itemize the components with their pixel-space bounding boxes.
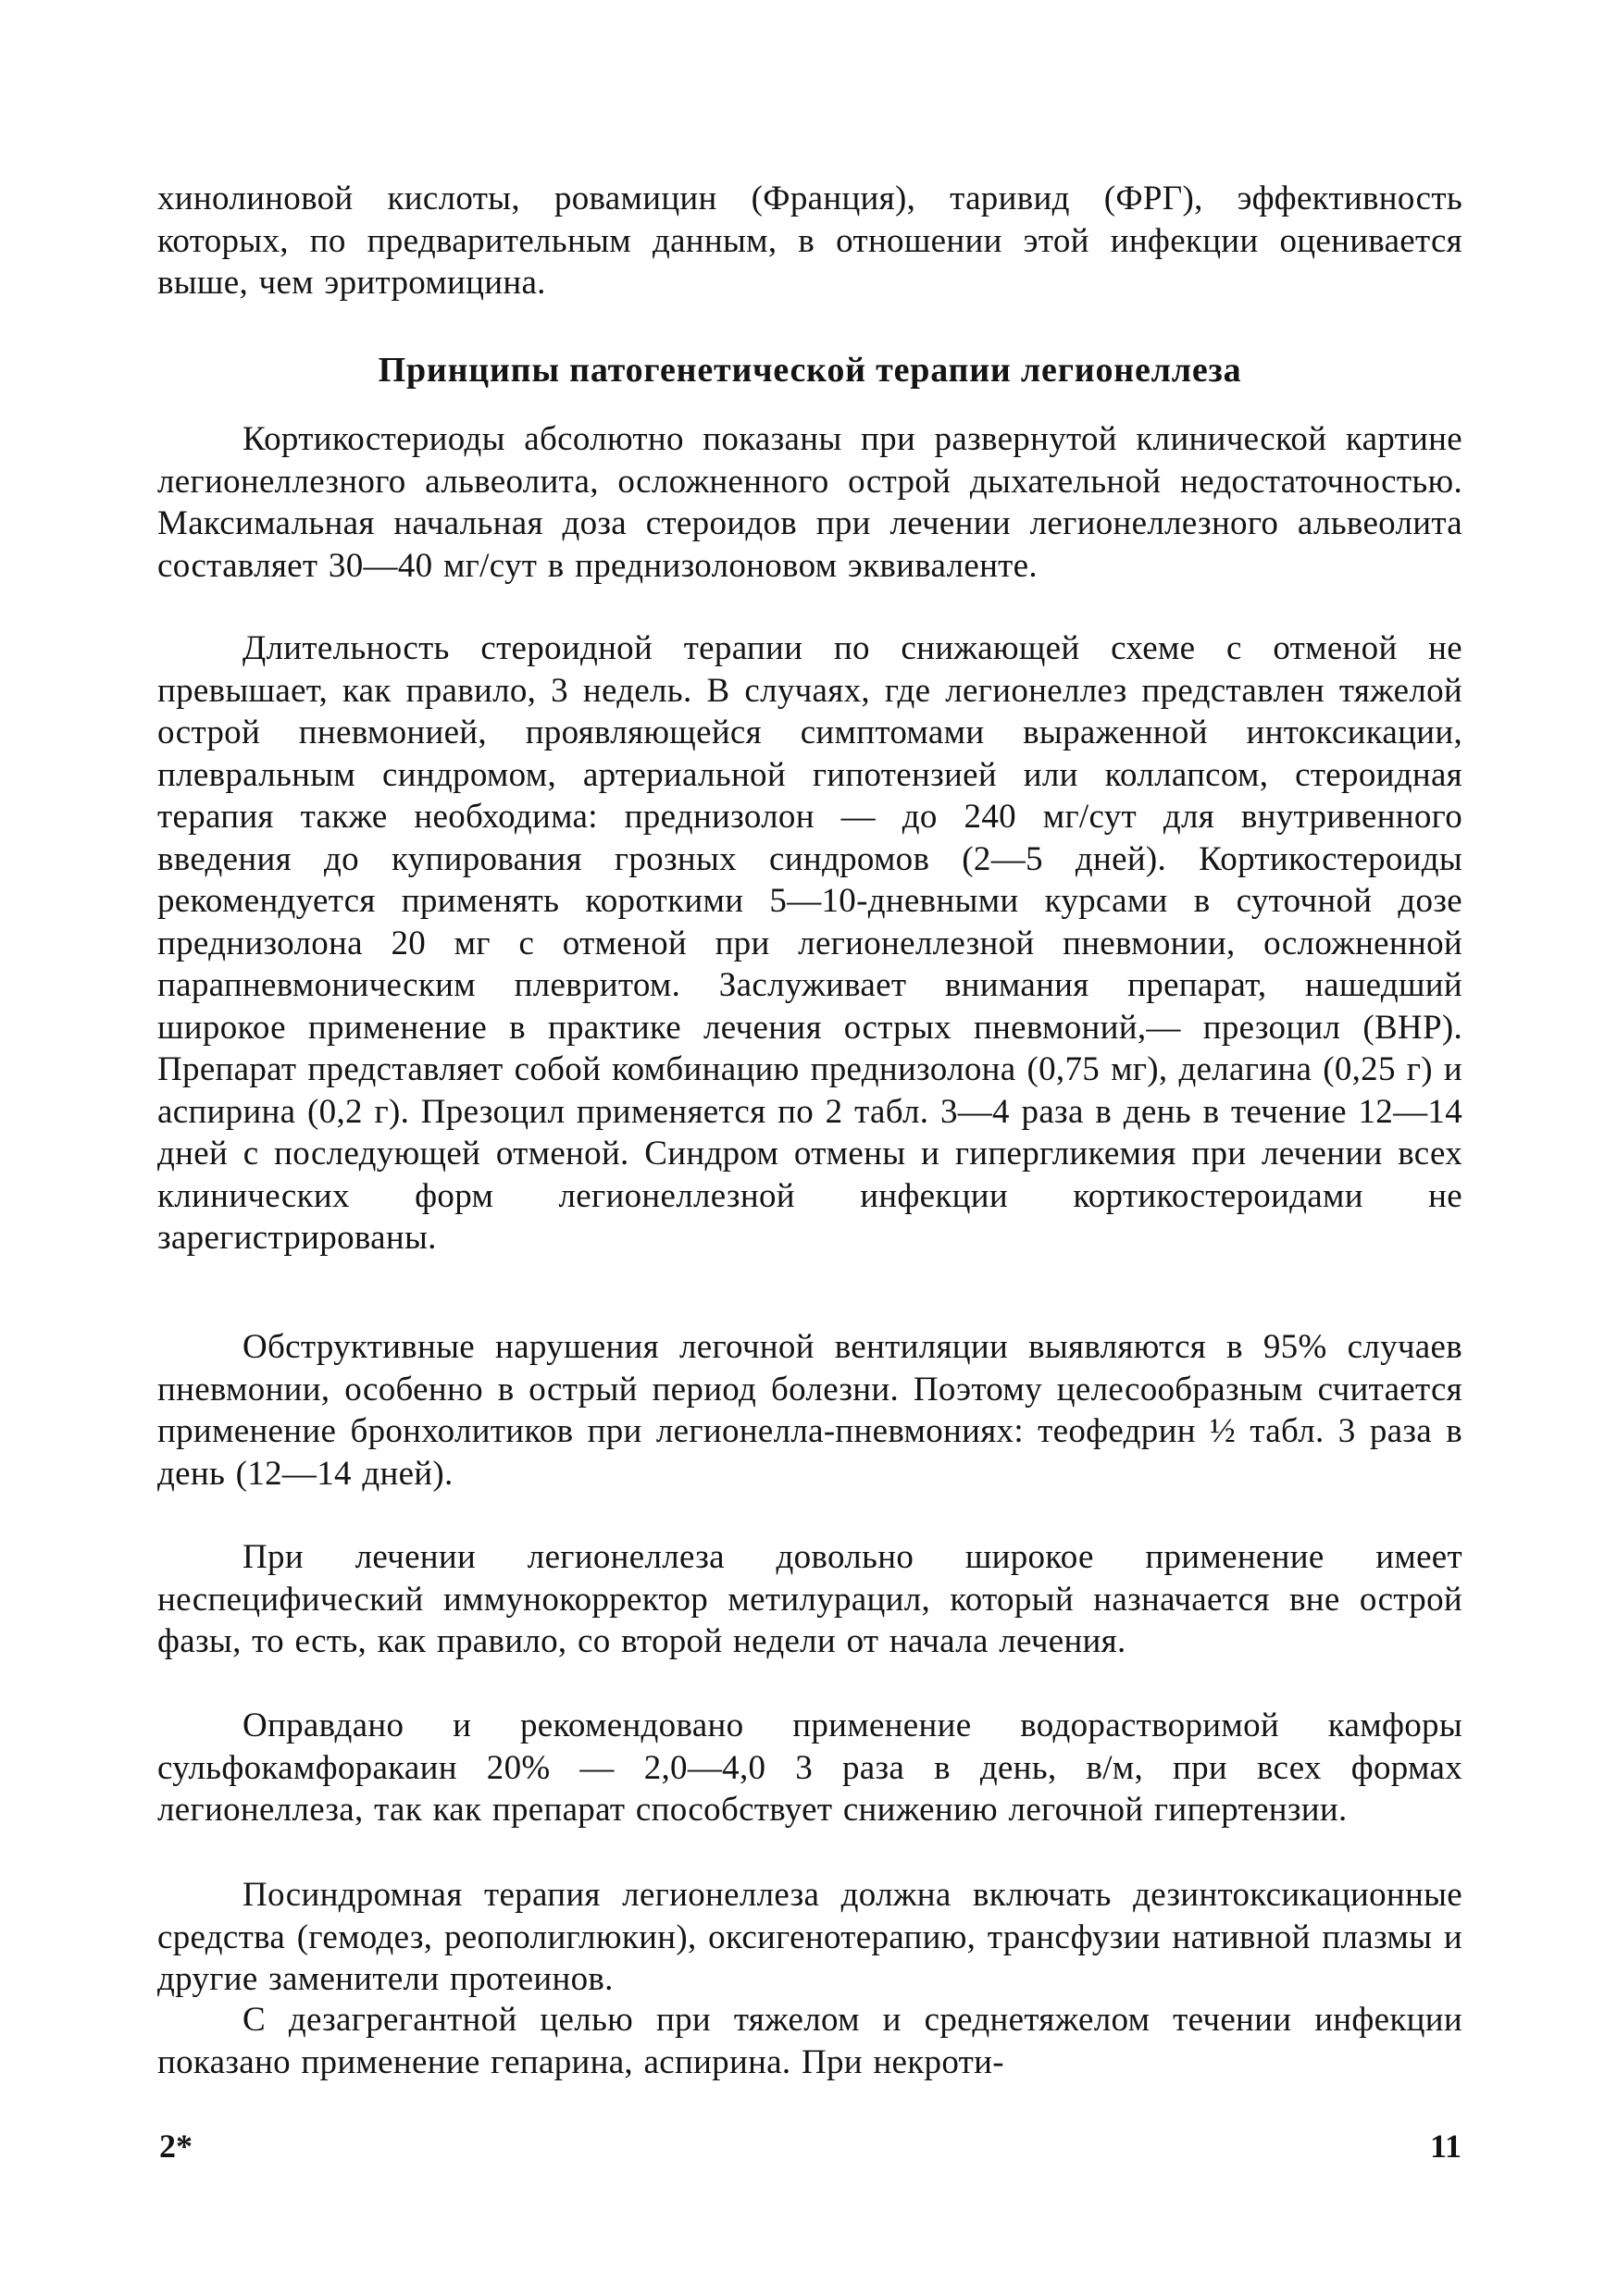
paragraph-methyluracil: При лечении легионеллеза довольно широкое применение имеет неспецифический иммунокорректор метилурацил, который назначается вне острой фазы, то есть, как правило, со второй недели от начала лечения. (157, 1538, 1462, 1660)
paragraph-obstructive: Обструктивные нарушения легочной вентиляции выявляются в 95% случаев пневмонии, особенно в острый период болезни. Поэтому целесообразным считается применение бронхолитиков при легионелла-пневмониях: теофедрин ½ табл. 3 раза в день (12—14 дней). (157, 1328, 1462, 1493)
paragraph-disaggregant: С дезагрегантной целью при тяжелом и среднетяжелом течении инфекции показано применение гепарина, аспирина. При некроти- (157, 2001, 1462, 2081)
continued-paragraph: хинолиновой кислоты, ровамицин (Франция), таривид (ФРГ), эффективность которых, по предварительным данным, в отношении этой инфекции оценивается выше, чем эритромицина. (157, 180, 1462, 302)
paragraph-corticosteroids: Кортикостериоды абсолютно показаны при развернутой клинической картине легионеллезного альвеолита, осложненного острой дыхательной недостаточностью. Максимальная начальная доза стероидов при лечении легионеллезного альвеолита составляет 30—40 мг/сут в преднизолоновом эквиваленте. (157, 420, 1462, 585)
page-number: 11 (1429, 2128, 1462, 2165)
paragraph-steroid-duration: Длительность стероидной терапии по снижающей схеме с отменой не превышает, как правило, 3 недель. В случаях, где легионеллез представлен тяжелой острой пневмонией, проявляющейся симптомами выраженной интоксикации, плевральным синдромом, артериальной гипотензией или коллапсом, стероидная терапия также необходима: преднизолон — до 240 мг/сут для внутривенного введения до купирования грозных синдромов (2—5 дней). Кортикостероиды рекомендуется применять короткими 5—10-дневными курсами в суточной дозе преднизолона 20 мг с отменой при легионеллезной пневмонии, осложненной парапневмоническим плевритом. Заслуживает внимания препарат, нашедший широкое применение в практике лечения острых пневмоний,— презоцил (ВНР). Препарат представляет собой комбинацию преднизолона (0,75 мг), делагина (0,25 г) и аспирина (0,2 г). Презоцил применяется по 2 табл. 3—4 раза в день в течение 12—14 дней с последующей отменой. Синдром отмены и гипергликемия при лечении всех клинических форм легионеллезной инфекции кортикостероидами не зарегистрированы. (157, 629, 1462, 1257)
section-heading: Принципы патогенетической терапии легионеллеза (378, 351, 1242, 390)
paragraph-camphor: Оправдано и рекомендовано применение водорастворимой камфоры сульфокамфоракаин 20% — 2,0—4,0 3 раза в день, в/м, при всех формах легионеллеза, так как препарат способствует снижению легочной гипертензии. (157, 1706, 1462, 1829)
signature-mark: 2* (159, 2128, 193, 2165)
paragraph-syndromic-therapy: Посиндромная терапия легионеллеза должна включать дезинтоксикационные средства (гемодез, реополиглюкин), оксигенотерапию, трансфузии нативной плазмы и другие заменители протеинов. (157, 1876, 1462, 1998)
